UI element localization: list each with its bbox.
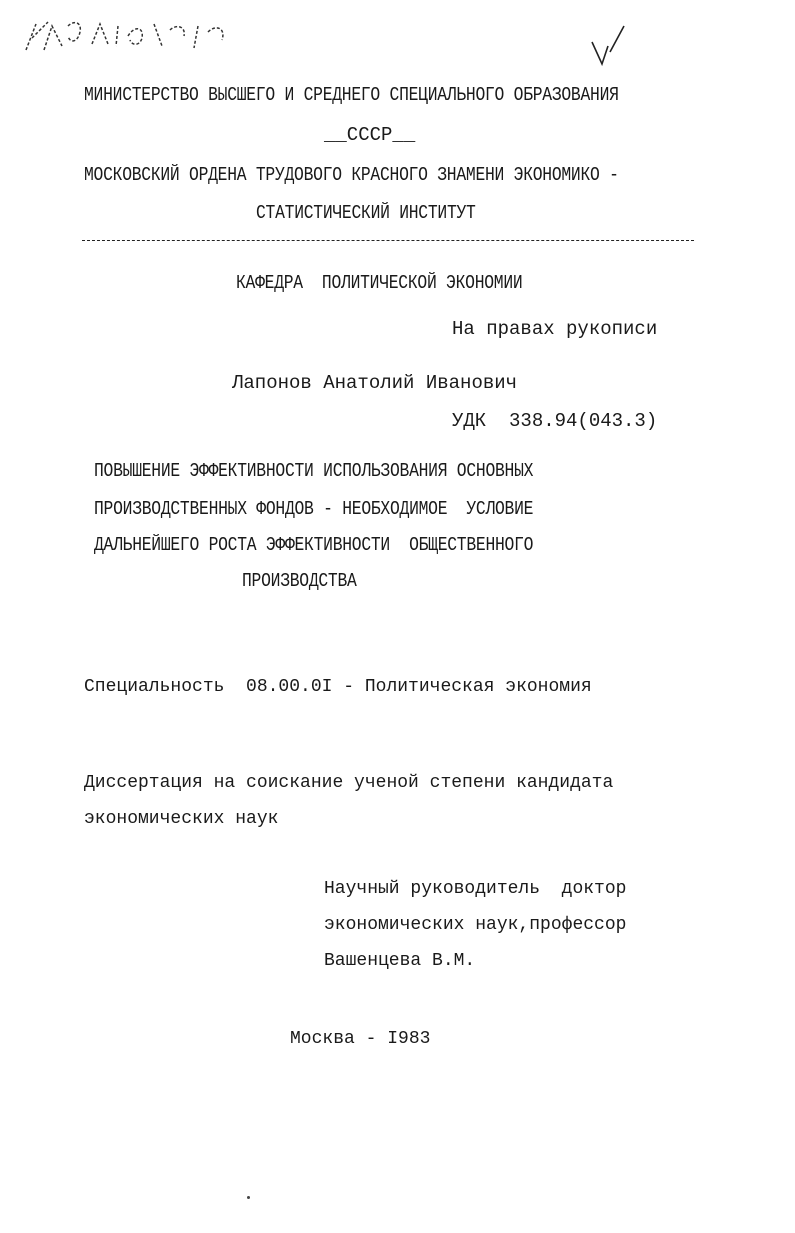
dissertation-line-2: экономических наук <box>84 809 279 829</box>
institute-line-2: СТАТИСТИЧЕСКИЙ ИНСТИТУТ <box>256 202 476 224</box>
supervisor-line-1: Научный руководитель доктор <box>324 879 627 899</box>
title-line-2: ПРОИЗВОДСТВЕННЫХ ФОНДОВ - НЕОБХОДИМОЕ УСЛОВИЕ <box>94 498 534 520</box>
title-line-1: ПОВЫШЕНИЕ ЭФФЕКТИВНОСТИ ИСПОЛЬЗОВАНИЯ ОСНОВНЫХ <box>94 460 534 482</box>
author-name: Лапонов Анатолий Иванович <box>232 372 518 394</box>
handwritten-annotation <box>22 16 232 56</box>
title-line-4: ПРОИЗВОДСТВА <box>242 570 357 592</box>
specialty-line: Специальность 08.00.0I - Политическая экономия <box>84 677 592 697</box>
udk-code: УДК 338.94(043.3) <box>452 410 658 432</box>
dissertation-line-1: Диссертация на соискание ученой степени кандидата <box>84 773 614 793</box>
title-line-3: ДАЛЬНЕЙШЕГО РОСТА ЭФФЕКТИВНОСТИ ОБЩЕСТВЕННОГО <box>94 534 534 556</box>
rights-note: На правах рукописи <box>452 318 658 340</box>
place-year: Москва - I983 <box>290 1029 431 1049</box>
check-mark-icon <box>588 24 628 68</box>
separator-line <box>82 240 694 245</box>
ministry-heading: МИНИСТЕРСТВО ВЫСШЕГО И СРЕДНЕГО СПЕЦИАЛЬНОГО ОБРАЗОВАНИЯ <box>84 84 619 106</box>
supervisor-line-2: экономических наук,профессор <box>324 915 627 935</box>
supervisor-line-3: Вашенцева В.М. <box>324 951 476 971</box>
institute-line-1: МОСКОВСКИЙ ОРДЕНА ТРУДОВОГО КРАСНОГО ЗНАМЕНИ ЭКОНОМИКО - <box>84 164 619 186</box>
department-heading: КАФЕДРА ПОЛИТИЧЕСКОЙ ЭКОНОМИИ <box>236 272 523 294</box>
speck <box>247 1196 250 1199</box>
country-heading: __СССР__ <box>324 124 416 146</box>
